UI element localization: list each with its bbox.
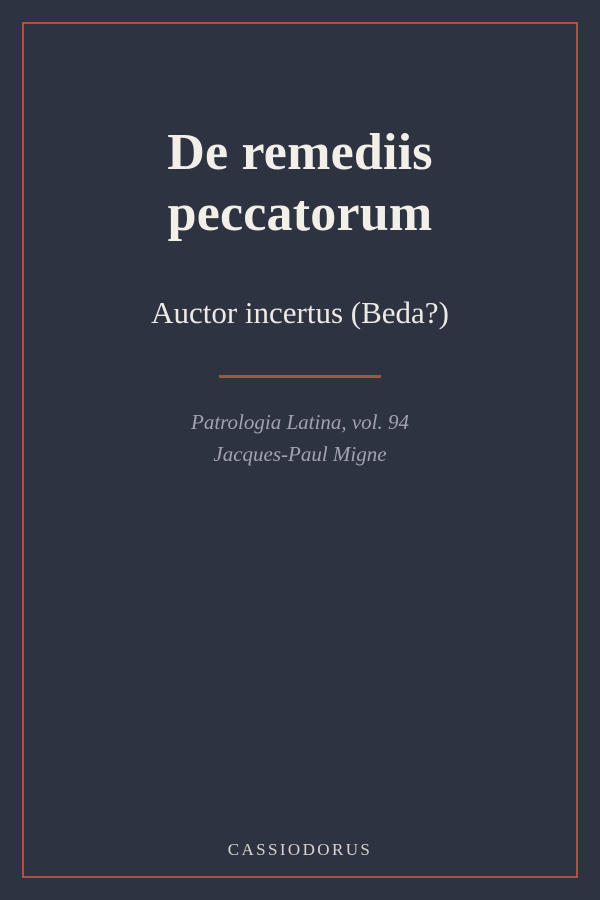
cover-series: Patrologia Latina, vol. 94 (191, 409, 409, 434)
cover-author: Auctor incertus (Beda?) (151, 294, 449, 330)
divider-rule (219, 375, 381, 378)
publisher-imprint: CASSIODORUS (227, 840, 373, 859)
cover-editor: Jacques-Paul Migne (213, 441, 387, 466)
page-title: De remediis peccatorum (167, 124, 433, 243)
cover-content (60, 0, 540, 900)
